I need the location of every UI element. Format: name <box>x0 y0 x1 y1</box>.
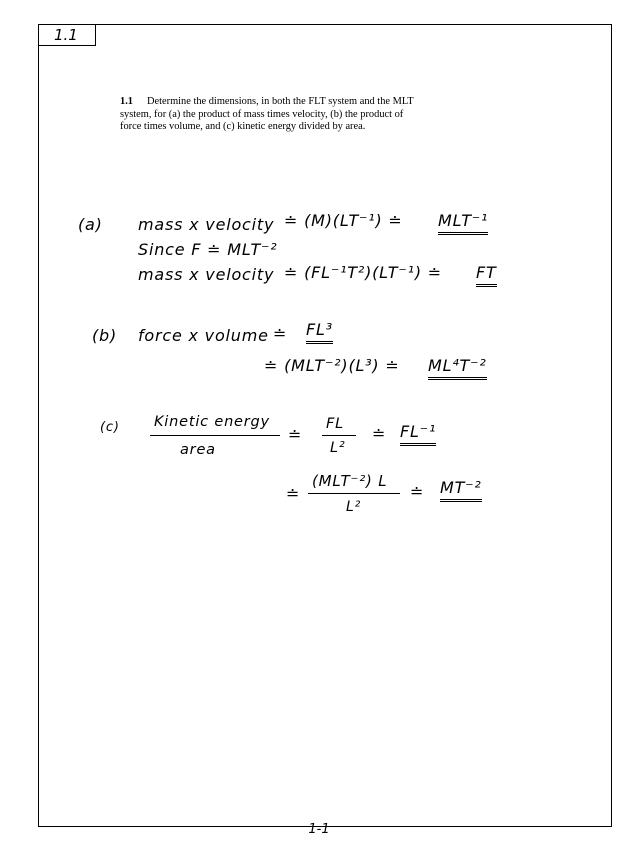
part-c-frac-den: L² <box>330 440 346 456</box>
part-c-label: (c) <box>100 420 120 435</box>
part-c-denominator: area <box>180 442 216 458</box>
part-b-eq1: ≐ <box>273 324 288 343</box>
part-c-eq1: ≐ <box>288 425 303 444</box>
part-c-frac2-num: (MLT⁻²) L <box>312 472 388 490</box>
part-a-line3-lhs: mass x velocity <box>138 265 275 284</box>
part-c-fraction-line <box>150 435 280 436</box>
problem-text: Determine the dimensions, in both the FLT system and the MLT system, for (a) the product of mass times velocity, (b) the product of force times volume, and (c) kinetic energy divided by area. <box>120 96 414 133</box>
part-c-result1: FL⁻¹ <box>400 422 436 446</box>
part-a-label: (a) <box>78 215 103 234</box>
part-a-line1-result: MLT⁻¹ <box>438 211 488 235</box>
part-b-line2-eq: ≐ (MLT⁻²)(L³) ≐ <box>264 356 400 375</box>
part-c-numerator: Kinetic energy <box>154 414 270 430</box>
part-c-eq4: ≐ <box>410 482 425 501</box>
part-c-frac2-line <box>308 493 400 494</box>
part-c-frac-num: FL <box>326 416 345 432</box>
part-c-frac2-den: L² <box>346 499 362 515</box>
part-a-line1-lhs: mass x velocity <box>138 215 275 234</box>
part-b-label: (b) <box>92 326 118 345</box>
part-c-eq3: ≐ <box>286 484 301 503</box>
problem-statement <box>120 96 420 134</box>
page-frame <box>38 24 612 827</box>
page-footer: 1-1 <box>308 822 330 837</box>
part-c-frac-line <box>322 435 356 436</box>
problem-tag: 1.1 <box>38 24 96 46</box>
part-a-line2: Since F ≐ MLT⁻² <box>138 240 278 259</box>
part-b-result1: FL³ <box>306 320 333 344</box>
part-a-line1-eq: ≐ (M)(LT⁻¹) ≐ <box>284 211 403 230</box>
part-b-result2: ML⁴T⁻² <box>428 356 487 380</box>
part-a-line3-eq: ≐ (FL⁻¹T²)(LT⁻¹) ≐ <box>284 263 442 282</box>
part-b-lhs: force x volume <box>138 326 269 345</box>
part-a-line3-result: FT <box>476 263 497 287</box>
part-c-result2: MT⁻² <box>440 478 482 502</box>
part-c-eq2: ≐ <box>372 424 387 443</box>
problem-number: 1.1 <box>120 96 133 107</box>
